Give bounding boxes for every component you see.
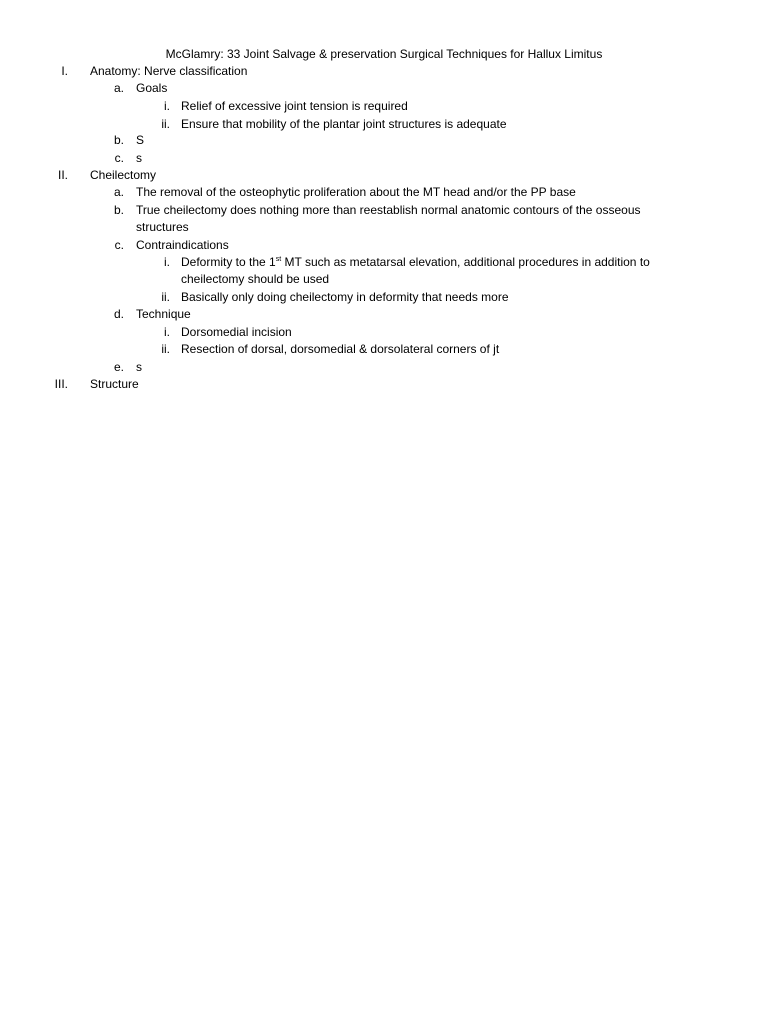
outline-text-part: MT such as metatarsal elevation, additional procedures in addition to cheilectomy should be used	[181, 255, 650, 287]
outline-text: Relief of excessive joint tension is required	[181, 99, 408, 113]
outline-marker: ii.	[161, 342, 170, 356]
document-title: McGlamry: 33 Joint Salvage & preservation Surgical Techniques for Hallux Limitus	[165, 47, 603, 61]
outline-text: Structure	[90, 377, 139, 391]
outline-marker: i.	[164, 255, 170, 269]
outline-marker: I.	[61, 64, 68, 78]
outline-marker: a.	[113, 81, 124, 95]
outline-marker: e.	[113, 360, 124, 374]
outline-marker: b.	[113, 133, 124, 147]
outline-marker: d.	[113, 307, 124, 321]
outline-text	[181, 254, 711, 289]
outline-marker: c.	[114, 238, 124, 252]
outline-text: True cheilectomy does nothing more than reestablish normal anatomic contours of the osseous structures	[136, 203, 641, 235]
outline-text: s	[136, 360, 142, 374]
outline-text: Technique	[136, 307, 191, 321]
outline-text: Basically only doing cheilectomy in deformity that needs more	[181, 290, 509, 304]
outline-text: Anatomy: Nerve classification	[90, 64, 248, 78]
outline-marker: ii.	[161, 117, 170, 131]
outline-marker: b.	[113, 203, 124, 217]
outline-text: The removal of the osteophytic proliferation about the MT head and/or the PP base	[136, 185, 576, 199]
outline-text: s	[136, 151, 142, 165]
outline-marker: ii.	[161, 290, 170, 304]
outline-marker: c.	[114, 151, 124, 165]
outline-marker: i.	[164, 99, 170, 113]
outline-text: Ensure that mobility of the plantar joint structures is adequate	[181, 117, 507, 131]
outline-marker: a.	[113, 185, 124, 199]
outline-text: Cheilectomy	[90, 168, 157, 182]
outline-text: S	[136, 133, 145, 147]
ordinal-superscript: st	[275, 256, 282, 263]
outline-text: Resection of dorsal, dorsomedial & dorsolateral corners of jt	[181, 342, 500, 356]
outline-marker: i.	[164, 325, 170, 339]
outline-marker: III.	[54, 377, 68, 391]
outline-marker: II.	[57, 168, 68, 182]
outline-text: Contraindications	[136, 238, 229, 252]
outline-text: Dorsomedial incision	[181, 325, 292, 339]
outline-text: Goals	[136, 81, 168, 95]
outline-text-part: Deformity to the 1	[181, 255, 276, 269]
